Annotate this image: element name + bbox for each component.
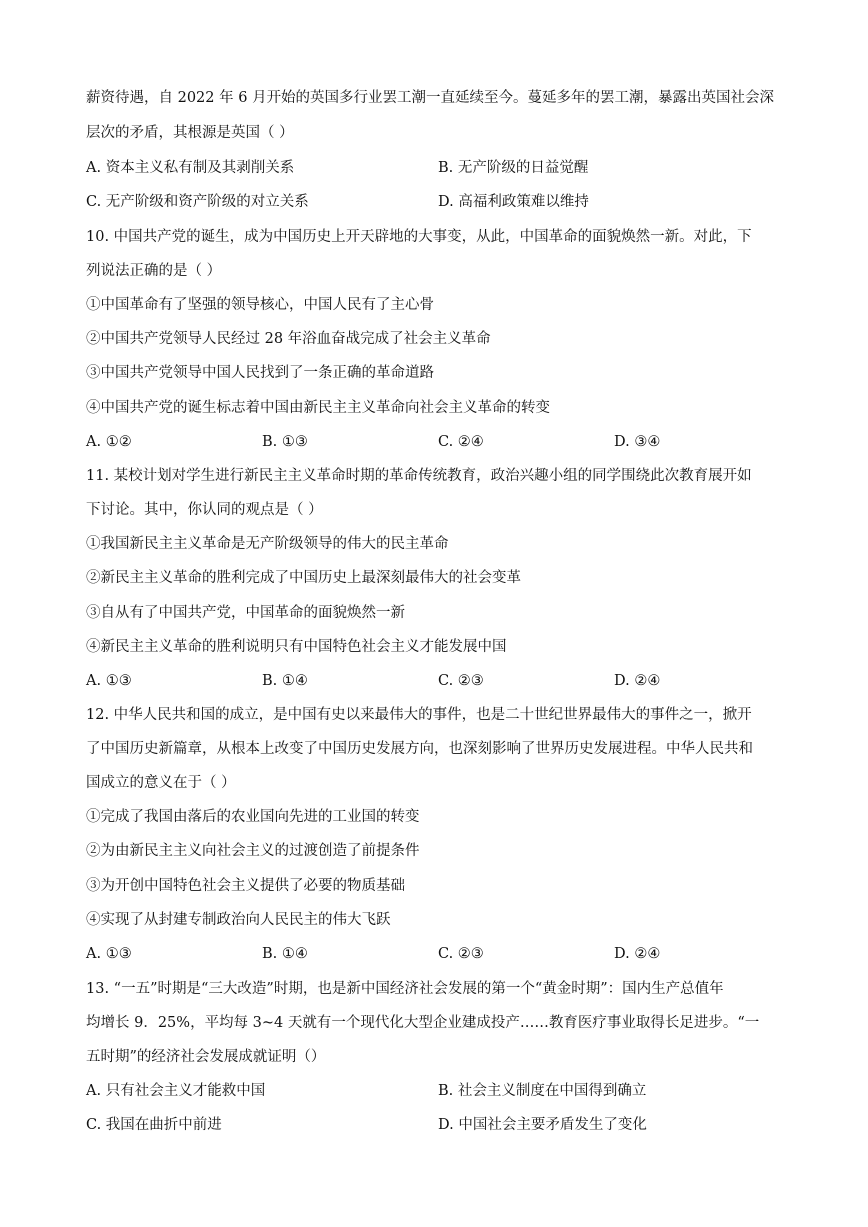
q11-option-d: D. ②④ [614, 673, 661, 689]
q10-option-c: C. ②④ [438, 434, 484, 450]
q9-stem-line-2: 层次的矛盾，其根源是英国（ ） [86, 125, 294, 141]
q13-stem-line-3: 五时期”的经济社会发展成就证明（） [86, 1049, 326, 1065]
q12-option-c: C. ②③ [438, 946, 484, 962]
q10-option-a: A. ①② [86, 434, 132, 450]
q10-item-4: ④中国共产党的诞生标志着中国由新民主主义革命向社会主义革命的转变 [86, 400, 550, 416]
q10-item-2: ②中国共产党领导人民经过 28 年浴血奋战完成了社会主义革命 [86, 331, 491, 347]
q9-option-c: C. 无产阶级和资产阶级的对立关系 [86, 194, 309, 210]
q12-stem-line-1: 12. 中华人民共和国的成立，是中国有史以来最伟大的事件，也是二十世纪世界最伟大的事件之一，掀开 [86, 707, 752, 723]
q11-option-b: B. ①④ [262, 673, 308, 689]
q9-stem-line-1: 薪资待遇，自 2022 年 6 月开始的英国多行业罢工潮一直延续至今。蔓延多年的罢工潮，暴露出英国社会深 [86, 90, 775, 106]
q13-stem-line-2: 均增长 9．25%，平均每 3~4 天就有一个现代化大型企业建成投产……教育医疗事业取得长足进步。“一 [86, 1015, 760, 1031]
q11-item-2: ②新民主主义革命的胜利完成了中国历史上最深刻最伟大的社会变革 [86, 570, 521, 586]
q10-stem-line-1: 10. 中国共产党的诞生，成为中国历史上开天辟地的大事变，从此，中国革命的面貌焕然一新。对此，下 [86, 229, 752, 245]
q11-stem-line-1: 11. 某校计划对学生进行新民主主义革命时期的革命传统教育，政治兴趣小组的同学围绕此次教育展开如 [86, 468, 752, 484]
q11-item-1: ①我国新民主主义革命是无产阶级领导的伟大的民主革命 [86, 536, 449, 552]
q10-option-b: B. ①③ [262, 434, 308, 450]
q12-item-2: ②为由新民主主义向社会主义的过渡创造了前提条件 [86, 843, 420, 859]
q10-item-1: ①中国革命有了坚强的领导核心，中国人民有了主心骨 [86, 297, 434, 313]
q11-item-4: ④新民主主义革命的胜利说明只有中国特色社会主义才能发展中国 [86, 639, 507, 655]
q13-option-d: D. 中国社会主要矛盾发生了变化 [438, 1117, 647, 1133]
q13-stem-line-1: 13. “一五”时期是“三大改造”时期，也是新中国经济社会发展的第一个“黄金时期”：国内生产总值年 [86, 981, 724, 997]
q11-stem-line-2: 下讨论。其中，你认同的观点是（ ） [86, 502, 323, 518]
q12-option-d: D. ②④ [614, 946, 661, 962]
q11-item-3: ③自从有了中国共产党，中国革命的面貌焕然一新 [86, 605, 405, 621]
q9-option-a: A. 资本主义私有制及其剥削关系 [86, 160, 295, 176]
q10-item-3: ③中国共产党领导中国人民找到了一条正确的革命道路 [86, 365, 434, 381]
q13-option-a: A. 只有社会主义才能救中国 [86, 1083, 266, 1099]
q12-option-a: A. ①③ [86, 946, 132, 962]
q12-item-4: ④实现了从封建专制政治向人民民主的伟大飞跃 [86, 912, 391, 928]
q12-item-3: ③为开创中国特色社会主义提供了必要的物质基础 [86, 878, 405, 894]
q11-option-c: C. ②③ [438, 673, 484, 689]
q12-option-b: B. ①④ [262, 946, 308, 962]
q12-stem-line-2: 了中国历史新篇章，从根本上改变了中国历史发展方向，也深刻影响了世界历史发展进程。中华人民共和 [86, 741, 753, 757]
q12-stem-line-3: 国成立的意义在于（ ） [86, 775, 236, 791]
q11-option-a: A. ①③ [86, 673, 132, 689]
q10-option-d: D. ③④ [614, 434, 661, 450]
q9-option-b: B. 无产阶级的日益觉醒 [438, 160, 589, 176]
q10-stem-line-2: 列说法正确的是（ ） [86, 263, 222, 279]
q13-option-b: B. 社会主义制度在中国得到确立 [438, 1083, 647, 1099]
q9-option-d: D. 高福利政策难以维持 [438, 194, 589, 210]
q13-option-c: C. 我国在曲折中前进 [86, 1117, 222, 1133]
q12-item-1: ①完成了我国由落后的农业国向先进的工业国的转变 [86, 809, 420, 825]
